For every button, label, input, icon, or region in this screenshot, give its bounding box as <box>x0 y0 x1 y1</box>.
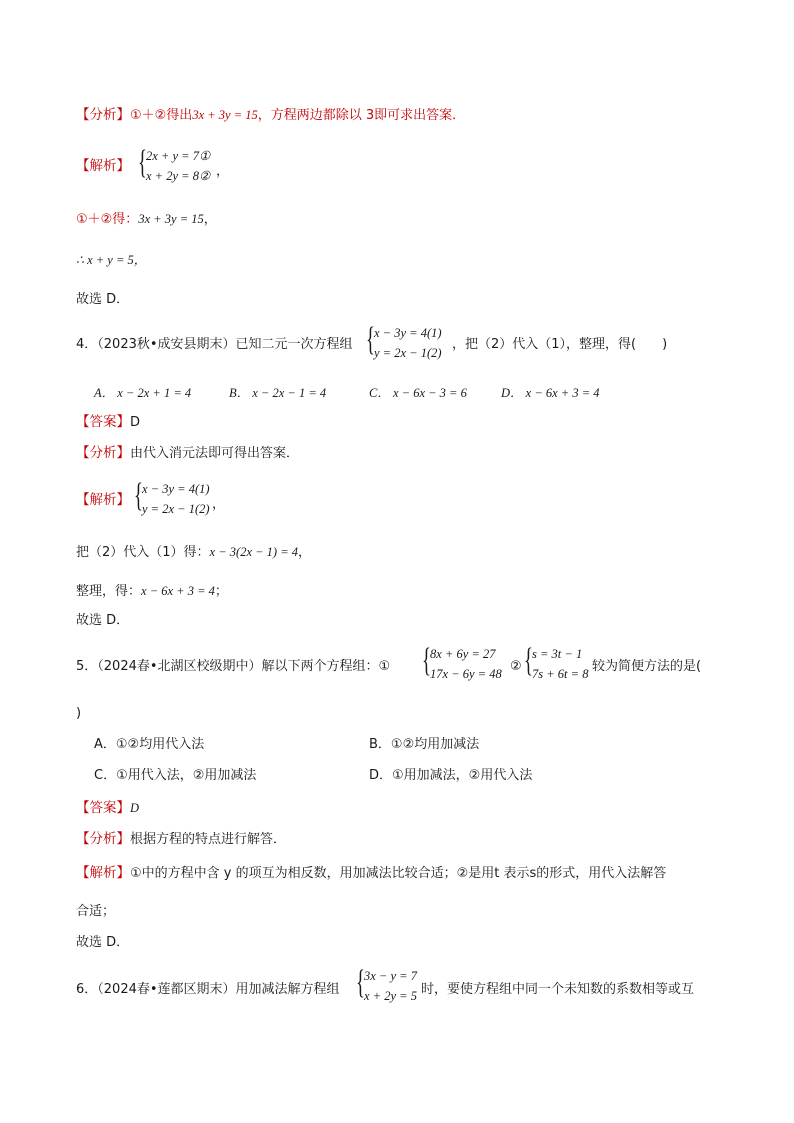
q4-stem-prefix: 4．（2023秋•成安县期末）已知二元一次方程组 <box>76 337 353 352</box>
q3-equation-system <box>138 144 238 188</box>
q3-sys-tail: ， <box>216 164 230 179</box>
analysis-label: 【分析】 <box>76 445 130 461</box>
q4-analysis-line <box>76 444 299 463</box>
q4-step1-prefix: 把（2）代入（1）得： <box>76 545 210 560</box>
q5-answer: D <box>130 801 140 815</box>
q3-step1-eq: 3x + 3y = 15 <box>138 212 204 226</box>
q5-sysb-eq1: s = 3t − 1 <box>532 647 583 661</box>
q5-conclusion: 故选 D． <box>76 935 130 950</box>
q4-sol-tail: ， <box>212 497 226 512</box>
q3-step1 <box>76 210 217 229</box>
q4-step2 <box>76 582 228 601</box>
q5-sysa-eq1: 8x + 6y = 27 <box>430 647 496 661</box>
q3-analysis-eq: 3x + 3y = 15 <box>192 108 258 122</box>
brace-icon: { <box>366 321 375 358</box>
q4-solution-label-line <box>76 491 130 509</box>
q6-stem-prefix: 6．（2024春•莲都区期末）用加减法解方程组 <box>76 982 340 997</box>
q5-stem-prefix: 5．（2024春•北湖区校级期中）解以下两个方程组：① <box>76 659 391 674</box>
q4-sys-eq1: x − 3y = 4(1) <box>374 326 442 340</box>
q4-solution-system <box>134 477 234 521</box>
q4-analysis: 由代入消元法即可得出答案． <box>130 446 300 461</box>
brace-icon: { <box>524 642 533 679</box>
q5-option-c[interactable]: C．①用代入法，②用加减法 <box>94 768 257 783</box>
q4-option-c[interactable]: C． x − 6x − 3 = 6 <box>369 386 467 400</box>
q5-option-d[interactable]: D．①用加减法，②用代入法 <box>369 768 533 783</box>
q5-sysa-eq2: 17x − 6y = 48 <box>430 667 502 681</box>
solution-label: 【解析】 <box>76 158 130 174</box>
brace-icon: { <box>134 477 143 514</box>
q3-sys-eq1: 2x + y = 7① <box>146 149 211 163</box>
q4-sol-eq2: y = 2x − 1(2) <box>142 502 210 516</box>
q5-stem-line2: ) <box>76 706 82 721</box>
q5-solution-line2: 合适； <box>76 904 116 919</box>
q3-step2: ∴ x + y = 5， <box>76 253 147 267</box>
q3-analysis-prefix: ①＋②得出 <box>130 108 193 123</box>
q5-mid: ② <box>510 659 522 674</box>
q3-analysis-line <box>76 106 465 125</box>
q6-equation-system <box>356 964 426 1008</box>
q4-answer: D <box>130 415 141 430</box>
q5-solution-line1 <box>76 864 666 883</box>
q5-system-a <box>422 642 512 686</box>
answer-label: 【答案】 <box>76 414 130 430</box>
q3-step1-prefix: ①＋②得： <box>76 212 139 227</box>
q5-system-b <box>524 642 594 686</box>
solution-label: 【解析】 <box>76 865 130 881</box>
q5-option-a[interactable]: A．①②均用代入法 <box>94 737 205 752</box>
q4-equation-system <box>366 321 456 365</box>
q3-conclusion: 故选 D． <box>76 292 130 307</box>
q4-stem-suffix: ，把（2）代入（1），整理，得( ) <box>452 337 668 352</box>
q6-sys-eq1: 3x − y = 7 <box>364 969 417 983</box>
brace-icon: { <box>356 964 365 1001</box>
q4-option-b[interactable]: B． x − 2x − 1 = 4 <box>229 386 327 400</box>
solution-label: 【解析】 <box>76 492 130 508</box>
q6-stem-suffix: 时，要使方程组中同一个未知数的系数相等或互 <box>421 982 695 997</box>
analysis-label: 【分析】 <box>76 831 130 847</box>
q4-option-d[interactable]: D． x − 6x + 3 = 4 <box>501 386 600 400</box>
q6-sys-eq2: x + 2y = 5 <box>364 989 417 1003</box>
q4-step2-prefix: 整理，得： <box>76 584 142 599</box>
brace-icon: { <box>138 144 147 181</box>
q5-sysb-eq2: 7s + 6t = 8 <box>532 667 589 681</box>
brace-icon: { <box>422 642 431 679</box>
q4-step2-tail: ； <box>214 584 228 599</box>
q4-sol-eq1: x − 3y = 4(1) <box>142 482 210 496</box>
q5-analysis-line <box>76 830 286 849</box>
q4-step1 <box>76 543 311 562</box>
q4-step2-eq: x − 6x + 3 = 4 <box>141 584 215 598</box>
q4-step1-eq: x − 3(2x − 1) = 4 <box>209 545 299 559</box>
q5-option-b[interactable]: B．①②均用加减法 <box>369 737 480 752</box>
q4-sys-eq2: y = 2x − 1(2) <box>374 346 442 360</box>
q5-solution-text1: ①中的方程中含 y 的项互为相反数，用加减法比较合适；②是用t 表示s的形式，用代入法解答 <box>130 866 667 881</box>
q3-solution-label-line <box>76 157 130 175</box>
q5-analysis: 根据方程的特点进行解答． <box>130 832 287 847</box>
analysis-label: 【分析】 <box>76 107 130 123</box>
q3-analysis-suffix: ，方程两边都除以 3即可求出答案． <box>257 108 466 123</box>
answer-label: 【答案】 <box>76 800 130 816</box>
q4-step1-tail: ， <box>298 545 312 560</box>
q3-step1-tail: ， <box>203 212 217 227</box>
q3-sys-eq2: x + 2y = 8② <box>146 169 211 183</box>
q4-conclusion: 故选 D． <box>76 613 130 628</box>
q5-stem-suffix: 较为简便方法的是( <box>592 659 702 674</box>
q4-option-a[interactable]: A． x − 2x + 1 = 4 <box>94 386 192 400</box>
q5-answer-line <box>76 799 139 817</box>
q4-answer-line <box>76 413 140 432</box>
